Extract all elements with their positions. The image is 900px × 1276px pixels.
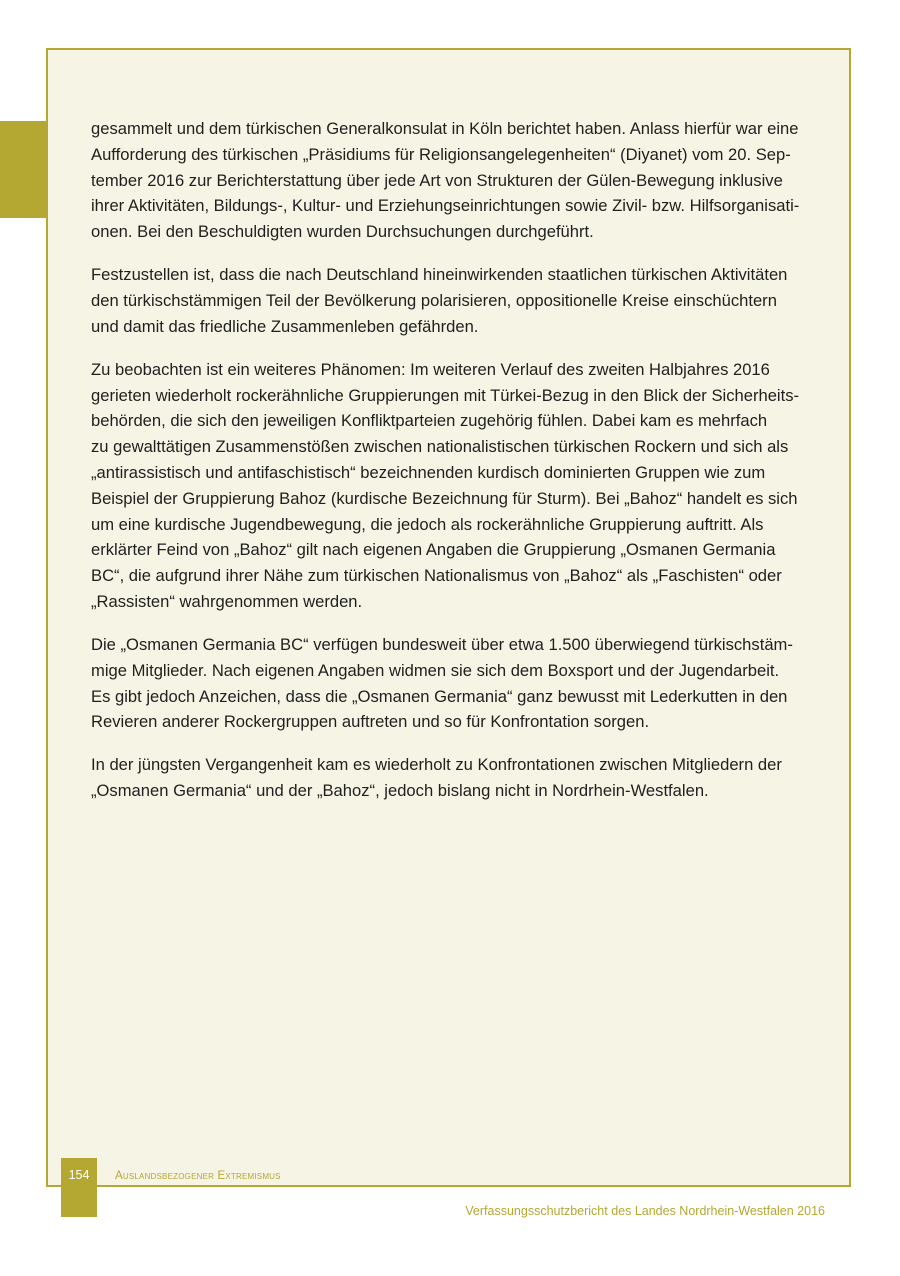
side-tab-marker — [0, 121, 47, 218]
text-line: gesammelt und dem türkischen Generalkonsulat in Köln berichtet haben. Anlass hierfür war eine — [91, 119, 799, 138]
text-line: tember 2016 zur Berichterstattung über jede Art von Strukturen der Gülen-Bewegung inklusive — [91, 170, 783, 190]
text-line: zu gewalttätigen Zusammenstößen zwischen nationalistischen türkischen Rockern und sich als — [91, 437, 789, 457]
text-line: Aufforderung des türkischen „Präsidiums für Religionsangelegenheiten“ (Diyanet) vom 20. Sep- — [91, 144, 791, 164]
section-title: Auslandsbezogener Extremismus — [115, 1170, 281, 1182]
text-line: den türkischstämmigen Teil der Bevölkerung polarisieren, oppositionelle Kreise einschüchtern — [91, 290, 777, 310]
publication-title: Verfassungsschutzbericht des Landes Nordrhein-Westfalen 2016 — [465, 1204, 825, 1218]
paragraph — [91, 357, 829, 615]
paragraph — [91, 752, 829, 804]
text-line: Es gibt jedoch Anzeichen, dass die „Osmanen Germania“ ganz bewusst mit Lederkutten in den — [91, 686, 788, 706]
text-line: und damit das friedliche Zusammenleben gefährden. — [91, 316, 479, 336]
text-line: behörden, die sich den jeweiligen Konfliktparteien zugehörig fühlen. Dabei kam es mehrfach — [91, 411, 768, 431]
page-number: 154 — [68, 1168, 90, 1182]
text-line: mige Mitglieder. Nach eigenen Angaben widmen sie sich dem Boxsport und der Jugendarbeit. — [91, 660, 780, 680]
paragraph — [91, 262, 829, 339]
text-line: In der jüngsten Vergangenheit kam es wiederholt zu Konfrontationen zwischen Mitgliedern der — [91, 755, 782, 775]
text-line: Festzustellen ist, dass die nach Deutschland hineinwirkenden staatlichen türkischen Aktivitäten — [91, 265, 788, 285]
paragraph — [91, 632, 829, 735]
text-line: „Rassisten“ wahrgenommen werden. — [91, 591, 363, 611]
text-line: gerieten wiederholt rockerähnliche Gruppierungen mit Türkei-Bezug in den Blick der Sicherheits- — [91, 385, 800, 405]
text-line: „Osmanen Germania“ und der „Bahoz“, jedoch bislang nicht in Nordrhein-Westfalen. — [91, 781, 709, 801]
body-text — [91, 116, 829, 821]
text-line: Revieren anderer Rockergruppen auftreten und so für Konfrontation sorgen. — [91, 712, 650, 732]
text-line: Beispiel der Gruppierung Bahoz (kurdische Bezeichnung für Sturm). Bei „Bahoz“ handelt es sich — [91, 488, 798, 508]
paragraph — [91, 116, 829, 245]
text-line: erklärter Feind von „Bahoz“ gilt nach eigenen Angaben die Gruppierung „Osmanen Germania — [91, 540, 776, 560]
text-line: ihrer Aktivitäten, Bildungs-, Kultur- und Erziehungseinrichtungen sowie Zivil- bzw. Hilfsorganisati- — [91, 196, 800, 216]
text-line: um eine kurdische Jugendbewegung, die jedoch als rockerähnliche Gruppierung auftritt. Als — [91, 514, 764, 534]
text-line: Die „Osmanen Germania BC“ verfügen bundesweit über etwa 1.500 überwiegend türkischstäm- — [91, 634, 793, 654]
text-line: BC“, die aufgrund ihrer Nähe zum türkischen Nationalismus von „Bahoz“ als „Faschisten“ oder — [91, 566, 782, 586]
text-line: „antirassistisch und antifaschistisch“ bezeichnenden kurdisch dominierten Gruppen wie zum — [91, 462, 766, 482]
text-line: Zu beobachten ist ein weiteres Phänomen: Im weiteren Verlauf des zweiten Halbjahres 2016 — [91, 359, 770, 379]
text-line: onen. Bei den Beschuldigten wurden Durchsuchungen durchgeführt. — [91, 222, 594, 242]
